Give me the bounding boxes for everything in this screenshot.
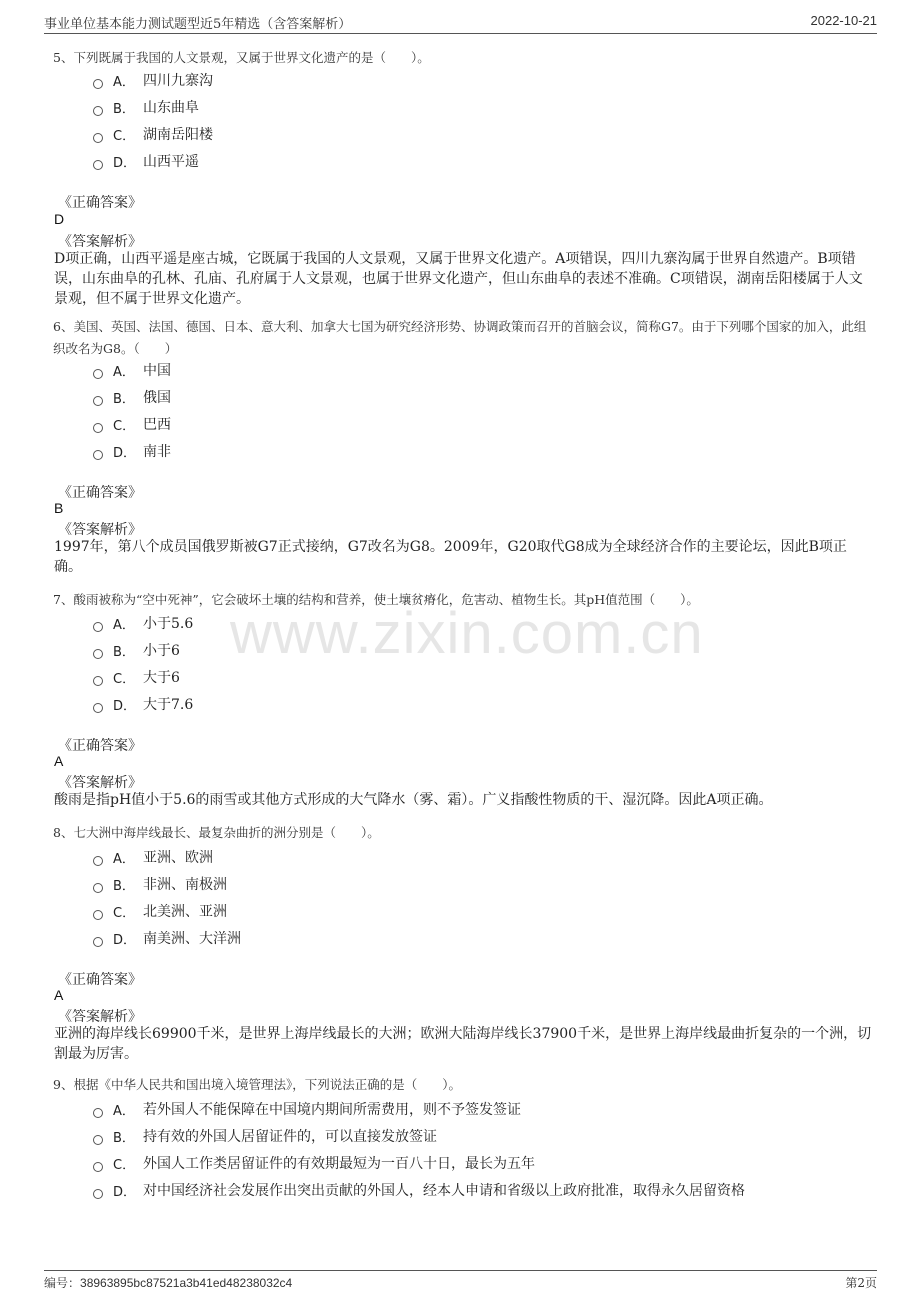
explanation-text: 1997年，第八个成员国俄罗斯被G7正式接纳，G7改名为G8。2009年，G20取代G8成为全球经济合作的主要论坛，因此B项正确。	[54, 539, 847, 575]
option-c[interactable]: C． 大于6	[93, 667, 180, 687]
option-c[interactable]: C． 湖南岳阳楼	[93, 124, 213, 144]
option-a[interactable]: A． 中国	[93, 360, 171, 380]
explanation-heading: 《答案解析》	[58, 775, 142, 791]
radio-icon[interactable]	[93, 396, 103, 406]
explanation-text: D项正确，山西平遥是座古城，它既属于我国的人文景观，又属于世界文化遗产。A项错误，四川九寨沟属于世界自然遗产。B项错误，山东曲阜的孔林、孔庙、孔府属于人文景观，也属于世界文化遗产，但山东曲阜的表述不准确。C项错误，湖南岳阳楼属于人文景观，但不属于世界文化遗产。	[54, 251, 863, 307]
radio-icon[interactable]	[93, 369, 103, 379]
option-b[interactable]: B． 小于6	[93, 640, 180, 660]
radio-icon[interactable]	[93, 423, 103, 433]
option-c[interactable]: C． 北美洲、亚洲	[93, 901, 227, 921]
radio-icon[interactable]	[93, 1189, 103, 1199]
radio-icon[interactable]	[93, 676, 103, 686]
explanation-heading: 《答案解析》	[58, 522, 142, 538]
explanation-heading: 《答案解析》	[58, 234, 142, 250]
option-d[interactable]: D． 南美洲、大洋洲	[93, 928, 241, 948]
option-b[interactable]: B． 非洲、南极洲	[93, 874, 227, 894]
page-number: 第2页	[845, 1276, 877, 1290]
radio-icon[interactable]	[93, 450, 103, 460]
radio-icon[interactable]	[93, 106, 103, 116]
radio-icon[interactable]	[93, 856, 103, 866]
answer-value: A	[54, 987, 64, 1003]
option-b[interactable]: B． 俄国	[93, 387, 171, 407]
answer-heading: 《正确答案》	[58, 738, 142, 754]
option-d[interactable]: D． 对中国经济社会发展作出突出贡献的外国人，经本人申请和省级以上政府批准，取得永久居留资格	[93, 1180, 745, 1200]
option-d[interactable]: D． 大于7.6	[93, 694, 193, 714]
explanation-text: 亚洲的海岸线长69900千米，是世界上海岸线最长的大洲；欧洲大陆海岸线长37900千米，是世界上海岸线最曲折复杂的一个洲，切割最为厉害。	[54, 1026, 872, 1062]
radio-icon[interactable]	[93, 1108, 103, 1118]
watermark: www.zixin.com.cn	[230, 601, 704, 666]
explanation-heading: 《答案解析》	[58, 1009, 142, 1025]
option-c[interactable]: C． 巴西	[93, 414, 171, 434]
document-date: 2022-10-21	[810, 13, 877, 28]
radio-icon[interactable]	[93, 883, 103, 893]
radio-icon[interactable]	[93, 622, 103, 632]
option-a[interactable]: A． 若外国人不能保障在中国境内期间所需费用，则不予签发签证	[93, 1099, 521, 1119]
radio-icon[interactable]	[93, 1135, 103, 1145]
question-stem: 8、七大洲中海岸线最长、最复杂曲折的洲分别是（ ）。	[53, 825, 380, 840]
document-code: 编号：38963895bc87521a3b41ed48238032c4	[44, 1276, 293, 1290]
radio-icon[interactable]	[93, 79, 103, 89]
radio-icon[interactable]	[93, 133, 103, 143]
option-a[interactable]: A． 四川九寨沟	[93, 70, 213, 90]
option-a[interactable]: A． 亚洲、欧洲	[93, 847, 213, 867]
radio-icon[interactable]	[93, 937, 103, 947]
document-title: 事业单位基本能力测试题型近5年精选（含答案解析）	[44, 17, 352, 32]
answer-value: A	[54, 753, 64, 769]
radio-icon[interactable]	[93, 703, 103, 713]
option-c[interactable]: C． 外国人工作类居留证件的有效期最短为一百八十日，最长为五年	[93, 1153, 535, 1173]
radio-icon[interactable]	[93, 160, 103, 170]
option-a[interactable]: A． 小于5.6	[93, 613, 193, 633]
radio-icon[interactable]	[93, 649, 103, 659]
option-d[interactable]: D． 山西平遥	[93, 151, 199, 171]
answer-value: D	[54, 211, 65, 227]
answer-heading: 《正确答案》	[58, 485, 142, 501]
radio-icon[interactable]	[93, 1162, 103, 1172]
option-b[interactable]: B． 山东曲阜	[93, 97, 199, 117]
explanation-text: 酸雨是指pH值小于5.6的雨雪或其他方式形成的大气降水（雾、霜）。广义指酸性物质的干、湿沉降。因此A项正确。	[54, 792, 773, 808]
option-b[interactable]: B． 持有效的外国人居留证件的，可以直接发放签证	[93, 1126, 437, 1146]
option-d[interactable]: D． 南非	[93, 441, 171, 461]
question-stem: 9、根据《中华人民共和国出境入境管理法》，下列说法正确的是（ ）。	[53, 1077, 461, 1092]
question-stem: 7、酸雨被称为“空中死神”，它会破坏土壤的结构和营养，使土壤贫瘠化，危害动、植物生长。其pH值范围（ ）。	[53, 592, 699, 607]
answer-heading: 《正确答案》	[58, 972, 142, 988]
page-header	[44, 11, 877, 34]
answer-heading: 《正确答案》	[58, 195, 142, 211]
page-footer	[44, 1270, 877, 1293]
question-stem: 5、下列既属于我国的人文景观，又属于世界文化遗产的是（ ）。	[53, 50, 430, 65]
question-stem: 6、美国、英国、法国、德国、日本、意大利、加拿大七国为研究经济形势、协调政策而召开的首脑会议，简称G7。由于下列哪个国家的加入，此组织改名为G8。（ ）	[53, 319, 867, 356]
radio-icon[interactable]	[93, 910, 103, 920]
answer-value: B	[54, 500, 64, 516]
